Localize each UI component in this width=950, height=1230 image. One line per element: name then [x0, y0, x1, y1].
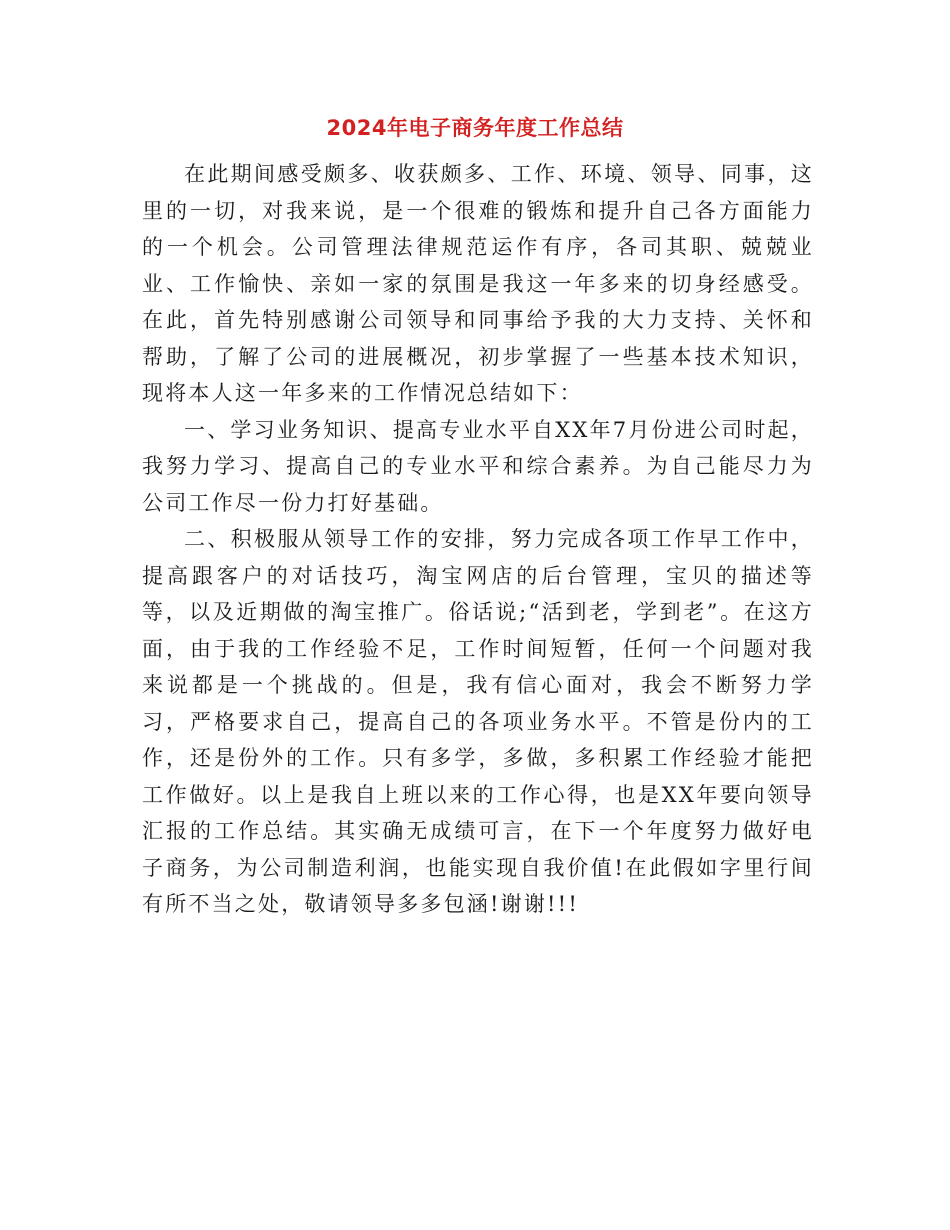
paragraph-intro: 在此期间感受颇多、收获颇多、工作、环境、领导、同事，这里的一切，对我来说，是一个很难的锻炼和提升自己各方面能力的一个机会。公司管理法律规范运作有序，各司其职、兢兢业业、工作愉快、亲如一家的氛围是我这一年多来的切身经感受。在此，首先特别感谢公司领导和同事给予我的大力支持、关怀和帮助，了解了公司的进展概况，初步掌握了一些基本技术知识，现将本人这一年多来的工作情况总结如下：: [142, 162, 814, 405]
document-title: 2024年电子商务年度工作总结: [326, 116, 624, 140]
paragraph-section-two: 二、积极服从领导工作的安排，努力完成各项工作早工作中，提高跟客户的对话技巧，淘宝网店的后台管理，宝贝的描述等等，以及近期做的淘宝推广。俗话说;“活到老，学到老”。在这方面，由于我的工作经验不足，工作时间短暂，任何一个问题对我来说都是一个挑战的。但是，我有信心面对，我会不断努力学习，严格要求自己，提高自己的各项业务水平。不管是份内的工作，还是份外的工作。只有多学，多做，多积累工作经验才能把工作做好。以上是我自上班以来的工作心得，也是XX年要向领导汇报的工作总结。其实确无成绩可言，在下一个年度努力做好电子商务，为公司制造利润，也能实现自我价值!在此假如字里行间有所不当之处，敬请领导多多包涵!谢谢!!!: [142, 527, 814, 916]
paragraph-section-one: 一、学习业务知识、提高专业水平自XX年7月份进公司时起，我努力学习、提高自己的专业水平和综合素养。为自己能尽力为公司工作尽一份力打好基础。: [142, 417, 814, 515]
document-body: [142, 156, 814, 923]
